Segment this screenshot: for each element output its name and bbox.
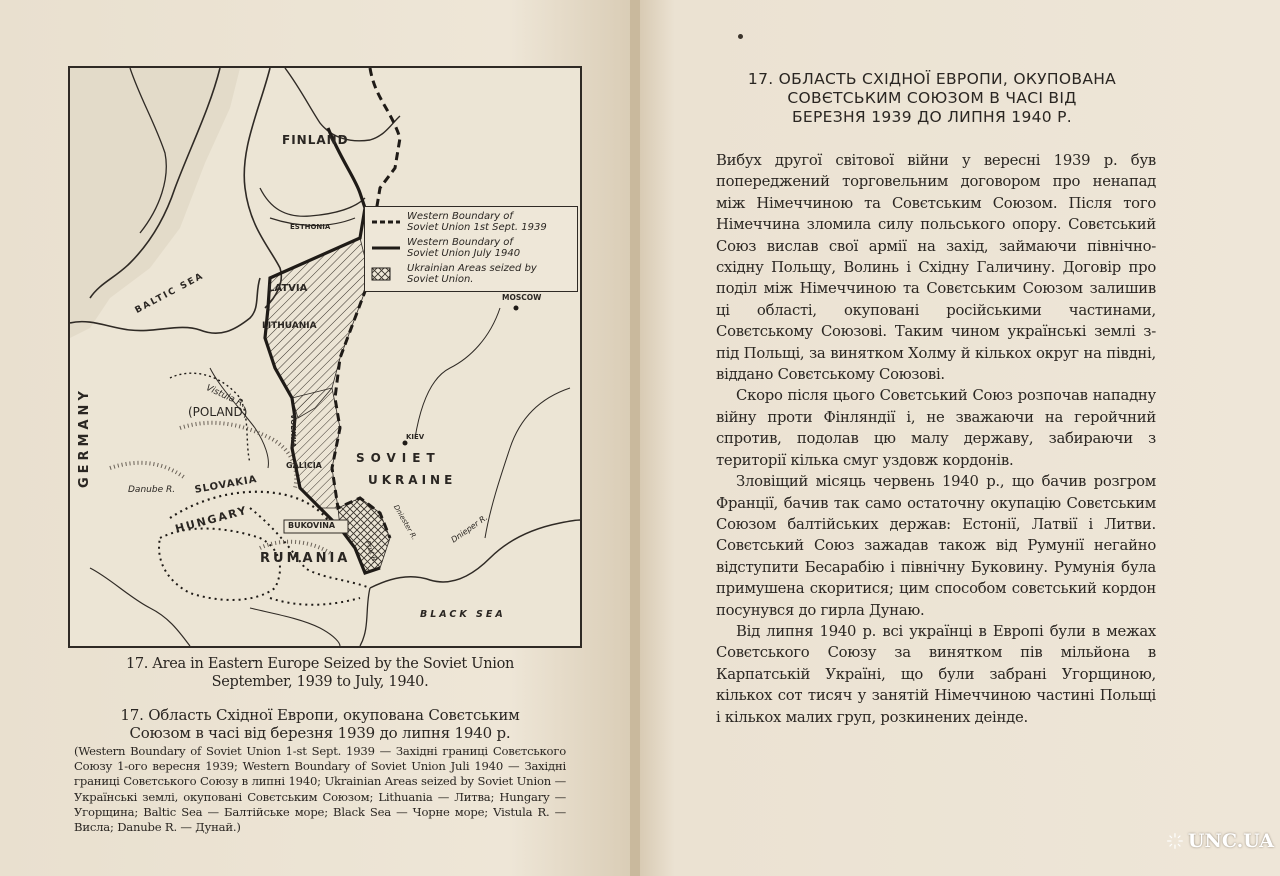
heading-line-3: БЕРЕЗНЯ 1939 ДО ЛИПНЯ 1940 Р. — [791, 108, 1073, 126]
ink-speck — [738, 34, 743, 39]
caption-ua-line-1: 17. Область Східної Европи, окупована Совєтським — [120, 706, 520, 724]
historical-map — [68, 66, 582, 648]
heading-line-1: 17. ОБЛАСТЬ СХІДНОЇ ЕВРОПИ, ОКУПОВАНА — [747, 70, 1117, 88]
legend-text-1939: Western Boundary of Soviet Union 1st Sept. 1939 — [407, 211, 547, 233]
label-hungary: HUNGARY — [173, 503, 250, 536]
solid-line-symbol — [371, 241, 401, 255]
label-poland: (POLAND) — [188, 405, 248, 419]
label-volynia: VOLYNIA — [289, 414, 297, 448]
chapter-heading — [712, 70, 1152, 127]
label-dniester: Dniester R. — [391, 503, 419, 542]
caption-ua-line-2: Союзом в часі від березня 1939 до липня 1940 р. — [129, 724, 511, 742]
label-soviet: SOVIET — [356, 451, 441, 465]
legend-text-1940: Western Boundary of Soviet Union July 1940 — [407, 237, 521, 259]
label-vistula: Vistula R. — [204, 383, 248, 411]
label-germany: GERMANY — [77, 387, 92, 488]
map-caption-english — [110, 655, 530, 691]
label-black-sea: BLACK SEA — [420, 609, 506, 620]
sunburst-icon — [1166, 826, 1184, 856]
watermark-text: UNC.UA — [1187, 830, 1274, 852]
label-lithuania: LITHUANIA — [262, 321, 317, 331]
watermark — [1166, 816, 1274, 866]
caption-en-line-1: 17. Area in Eastern Europe Seized by the Soviet Union — [125, 656, 515, 672]
label-moscow: MOSCOW — [502, 293, 542, 302]
map-caption-ukrainian — [70, 706, 570, 742]
label-ukraine: UKRAINE — [368, 473, 457, 487]
hatched-area-symbol — [371, 267, 401, 281]
label-galicia: GALICIA — [286, 461, 322, 470]
legend-text-ukrainian-areas: Ukrainian Areas seized by Soviet Union. — [407, 263, 537, 285]
label-kiev: KIEV — [406, 433, 425, 441]
paragraph-3: Зловіщий місяць червень 1940 р., що бачив розгром Франції, бачив так само остаточну окупацію Совєтським Союзом балтійських держав: Естонії, Латвії і Литви. Совєтський Союз зажадав також від Румунії негайно відступити Бесарабію і північну Буковину. Румунія була примушена скоритися; цим способом совєтський кордон посунувся до гирла Дунаю. — [716, 473, 1156, 619]
body-text — [716, 150, 1156, 728]
map-legend — [364, 206, 578, 292]
label-bukovina: BUKOVINA — [288, 521, 336, 530]
label-slovakia: SLOVAKIA — [193, 473, 259, 496]
legend-glossary: (Western Boundary of Soviet Union 1-st Sept. 1939 — Західні границі Совєтського Союзу 1-ого вересня 1939; Western Boundary of Soviet Union Juli 1940 — Західні границі Совєтського Союзу в липні 1940; Ukrainian Areas seized by Soviet Union — Українські землі, окуповані Совєтським Союзом; Lithuania — Литва; Hungary — Угорщина; Baltic Sea — Балтійське море; Black Sea — Чорне море; Vistula R. — Висла; Danube R. — Дунай.) — [74, 744, 566, 835]
label-baltic-sea: BALTIC SEA — [133, 271, 207, 316]
legend-item-ukrainian-areas — [371, 263, 573, 285]
legend-item-1939 — [371, 211, 573, 233]
book-gutter — [630, 0, 640, 876]
label-rumania: RUMANIA — [260, 551, 351, 566]
label-prut: Prut R. — [363, 539, 380, 565]
paragraph-4: Від липня 1940 р. всі українці в Европі були в межах Совєтського Союзу за винятком пів мільйона в Карпатській Україні, що були забрані Угорщиною, кількох сот тисяч у занятій Німеччиною частині Польщі і кількох малих груп, розкинених деінде. — [716, 622, 1156, 726]
dashed-line-symbol — [371, 215, 401, 229]
label-latvia: LATVIA — [268, 283, 308, 294]
caption-en-line-2: September, 1939 to July, 1940. — [211, 674, 429, 690]
label-danube: Danube R. — [128, 485, 176, 495]
heading-line-2: СОВЄТСЬКИМ СОЮЗОМ В ЧАСІ ВІД — [787, 89, 1077, 107]
label-dnieper: Dnieper R. — [449, 512, 490, 545]
paragraph-2: Скоро після цього Совєтський Союз розпочав напaдну війну проти Фінляндії і, не зважаючи на геройчний спротив, подолав цю малу державу, забираючи з території кілька смуг уздовж кордонів. — [716, 387, 1156, 469]
label-estonia: ESTHONIA — [290, 223, 331, 231]
legend-item-1940 — [371, 237, 573, 259]
paragraph-1: Вибух другої світової війни у вересні 1939 р. був попереджений торговельним договором про ненапад між Німеччиною та Совєтським Союзом. Після того Німеччина зломила силу польського опору. Совєтський Союз вислав свої армії на захід, займаючи північно-східну Польщу, Волинь і Східну Галичину. Договір про поділ між Німеччиною та Совєтським Союзом залишив ці області, окуповані російськими частинами, Совєтському Союзові. Таким чином українські землі з-під Польщі, за винятком Холму й кількох округ на півдні, віддано Совєтському Союзові. — [716, 152, 1156, 384]
label-finland: FINLAND — [282, 133, 349, 147]
